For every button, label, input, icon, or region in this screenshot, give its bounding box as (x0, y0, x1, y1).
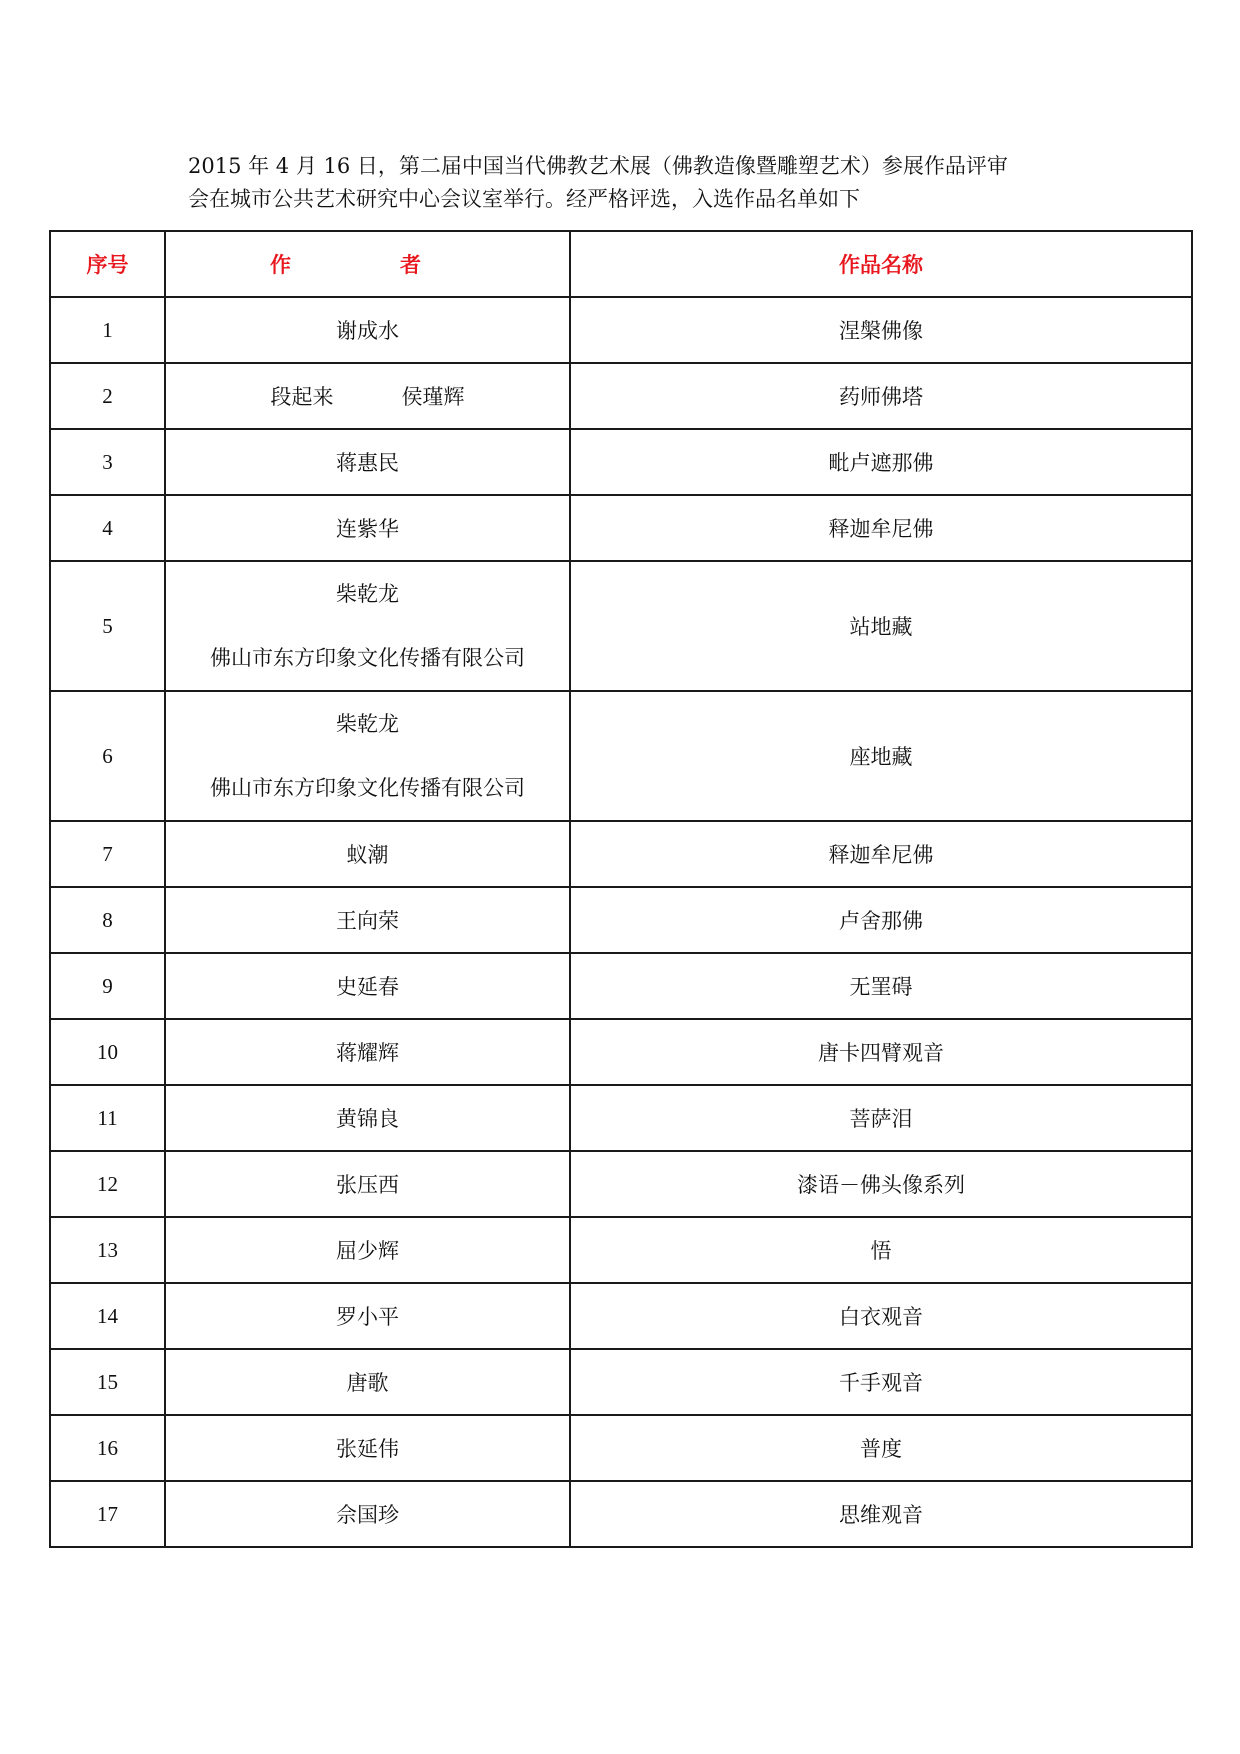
row-author: 连紫华 (165, 495, 570, 561)
row-author: 张延伟 (165, 1415, 570, 1481)
header-no: 序号 (50, 231, 165, 297)
row-no: 4 (50, 495, 165, 561)
row-author (165, 363, 570, 429)
row-no: 3 (50, 429, 165, 495)
table-row (50, 363, 1192, 429)
table-row (50, 1151, 1192, 1217)
author-name: 侯瑾辉 (401, 385, 465, 409)
table-row (50, 1217, 1192, 1283)
author-name: 段起来 (270, 385, 334, 409)
row-work: 千手观音 (570, 1349, 1192, 1415)
row-work: 站地藏 (570, 561, 1192, 691)
row-work: 菩萨泪 (570, 1085, 1192, 1151)
intro-line-2: 会在城市公共艺术研究中心会议室举行。经严格评选，入选作品名单如下 (188, 187, 860, 211)
table-row (50, 691, 1192, 821)
table-row (50, 561, 1192, 691)
row-no: 8 (50, 887, 165, 953)
row-work: 座地藏 (570, 691, 1192, 821)
row-no: 17 (50, 1481, 165, 1547)
table-row (50, 429, 1192, 495)
table-row (50, 1481, 1192, 1547)
table-row (50, 1415, 1192, 1481)
row-author: 谢成水 (165, 297, 570, 363)
table-row (50, 1019, 1192, 1085)
row-no: 1 (50, 297, 165, 363)
row-work: 思维观音 (570, 1481, 1192, 1547)
row-author (165, 691, 570, 821)
table-row (50, 495, 1192, 561)
row-author: 黄锦良 (165, 1085, 570, 1151)
row-author: 张压西 (165, 1151, 570, 1217)
row-work: 释迦牟尼佛 (570, 495, 1192, 561)
row-no: 2 (50, 363, 165, 429)
row-no: 13 (50, 1217, 165, 1283)
table-row (50, 953, 1192, 1019)
header-work: 作品名称 (570, 231, 1192, 297)
row-author: 屈少辉 (165, 1217, 570, 1283)
row-no: 14 (50, 1283, 165, 1349)
table-header-row (50, 231, 1192, 297)
intro-paragraph (188, 150, 1088, 216)
table-row (50, 1349, 1192, 1415)
table-row (50, 821, 1192, 887)
row-no: 5 (50, 561, 165, 691)
author-organization: 佛山市东方印象文化传播有限公司 (210, 646, 525, 670)
row-author: 佘国珍 (165, 1481, 570, 1547)
row-author: 王向荣 (165, 887, 570, 953)
row-work: 普度 (570, 1415, 1192, 1481)
table-row (50, 1283, 1192, 1349)
row-author: 罗小平 (165, 1283, 570, 1349)
row-author: 蚁潮 (165, 821, 570, 887)
author-name: 柴乾龙 (336, 712, 399, 736)
row-no: 6 (50, 691, 165, 821)
row-work: 涅槃佛像 (570, 297, 1192, 363)
row-work: 漆语－佛头像系列 (570, 1151, 1192, 1217)
row-work: 释迦牟尼佛 (570, 821, 1192, 887)
row-author: 唐歌 (165, 1349, 570, 1415)
row-no: 15 (50, 1349, 165, 1415)
row-work: 卢舍那佛 (570, 887, 1192, 953)
row-no: 9 (50, 953, 165, 1019)
author-organization: 佛山市东方印象文化传播有限公司 (210, 776, 525, 800)
row-author (165, 561, 570, 691)
row-no: 11 (50, 1085, 165, 1151)
row-no: 12 (50, 1151, 165, 1217)
table-row (50, 1085, 1192, 1151)
intro-line-1: 2015 年 4 月 16 日，第二届中国当代佛教艺术展（佛教造像暨雕塑艺术）参展作品评审 (188, 154, 1008, 178)
table-row (50, 887, 1192, 953)
selected-works-table (49, 230, 1193, 1548)
row-author: 史延春 (165, 953, 570, 1019)
row-work: 唐卡四臂观音 (570, 1019, 1192, 1085)
row-work: 药师佛塔 (570, 363, 1192, 429)
row-no: 7 (50, 821, 165, 887)
table-row (50, 297, 1192, 363)
row-work: 无罣碍 (570, 953, 1192, 1019)
row-author: 蒋耀辉 (165, 1019, 570, 1085)
row-work: 悟 (570, 1217, 1192, 1283)
author-name: 柴乾龙 (336, 582, 399, 606)
row-work: 白衣观音 (570, 1283, 1192, 1349)
row-no: 16 (50, 1415, 165, 1481)
row-author: 蒋惠民 (165, 429, 570, 495)
row-no: 10 (50, 1019, 165, 1085)
row-work: 毗卢遮那佛 (570, 429, 1192, 495)
header-author: 作 者 (165, 231, 570, 297)
